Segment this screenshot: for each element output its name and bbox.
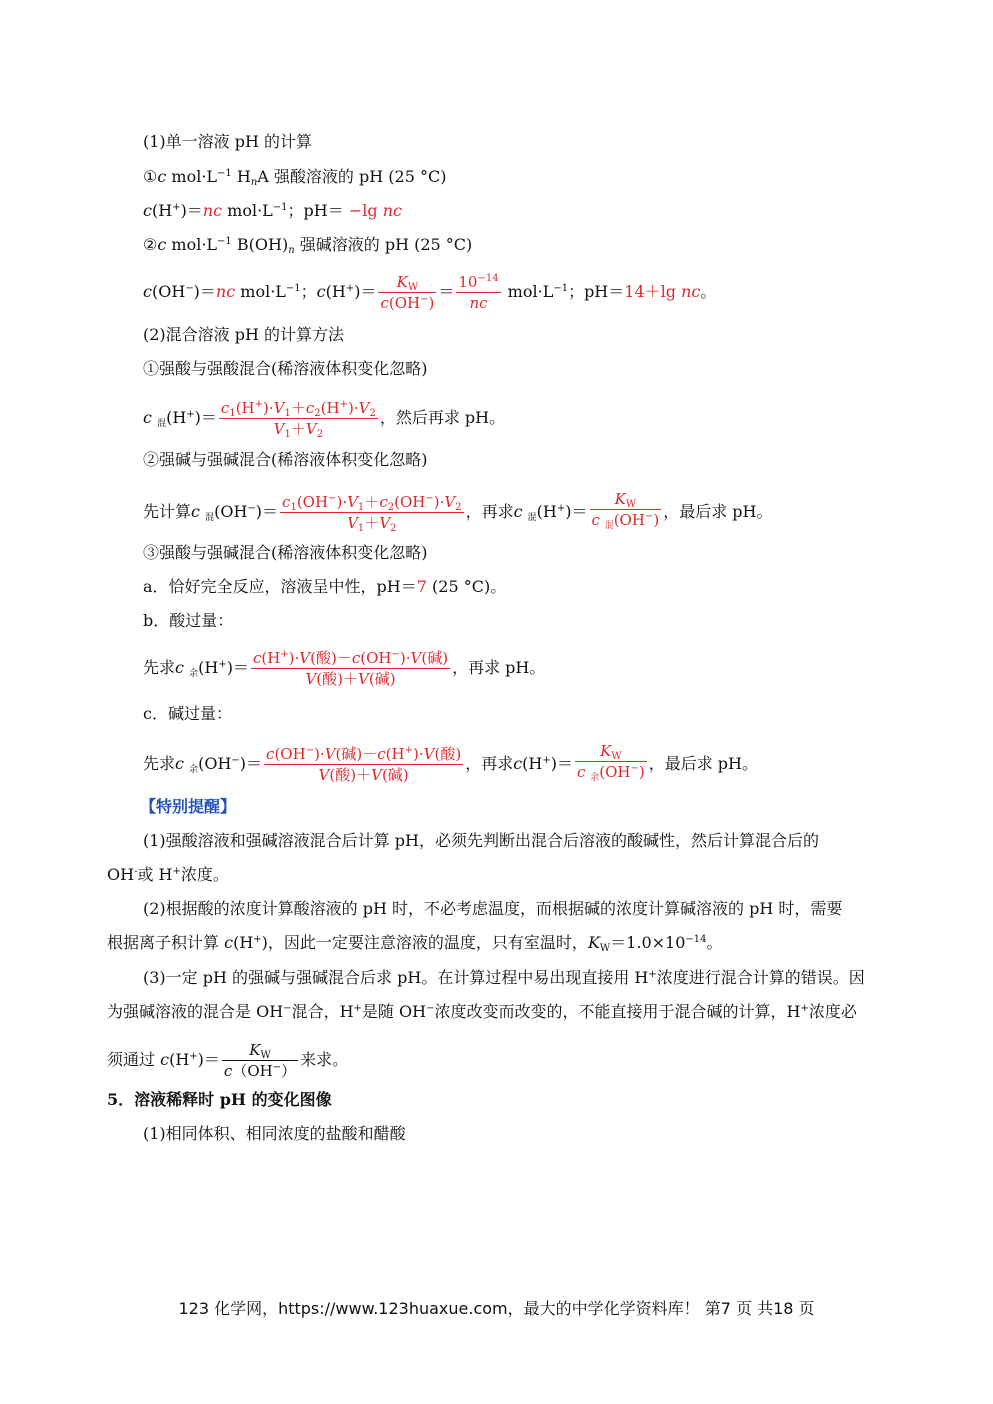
strong-acid-formula: c(H+)＝nc $mol\cdot L^{-1}$；pH＝ −lg nc [143, 201, 402, 220]
tip-2-line-b: 根据离子积计算 c(H+)，因此一定要注意溶液的温度，只有室温时，$K_W=1.0\times 10^{-14}$。 [107, 933, 723, 954]
base-base-formula: 先计算c 混(OH−)＝ $\frac{c_1(OH^-)\cdot V_1+c_2(OH^-)\cdot V_2}{V_1+V_2}$ ，再求c 混(H+)＝ $\frac{K_W}{c _混(OH^-)}$ ，最后求 pH。 [143, 490, 773, 534]
base-excess-title: c．碱过量： [143, 704, 232, 723]
acid-acid-title: ①强酸与强酸混合(稀溶液体积变化忽略) [143, 359, 428, 378]
special-tip-heading: 【特别提醒】 [140, 797, 237, 816]
acid-excess-title: b．酸过量： [143, 611, 234, 630]
tip-1-line-a: (1)强酸溶液和强碱溶液混合后计算 pH，必须先判断出混合后溶液的酸碱性，然后计算混合后的 [143, 831, 819, 850]
acid-excess-formula: 先求c 余(H+)＝ $\frac{c(H^+)\cdot V(酸)-c(OH^-)\cdot V(碱)}{\text{V(酸)＋V(碱)}}$ ，再求 pH。 [143, 649, 546, 688]
strong-acid-line: ①c $mol\cdot L^{-1}$ $H_nA$ 强酸溶液的 pH (25 °C) [143, 167, 447, 188]
neutral-line: a．恰好完全反应，溶液呈中性，pH＝7 (25 °C)。 [143, 577, 507, 596]
strong-base-formula: c(OH−)＝nc $mol\cdot L^{-1}$；c(H+)＝ $\frac{K_W}{c(OH^-)}$ ＝ $\frac{10^{-14}}{nc}$ $mol\cdot L^{-1}$；pH＝14＋lg nc。 [143, 273, 717, 312]
acid-acid-formula: c 混(H+)＝ $\frac{c_1(H^+)\cdot V_1+c_2(H^+)\cdot V_2}{V_1+V_2}$ ，然后再求 pH。 [143, 399, 506, 440]
tip-3-line-b: 为强碱溶液的混合是 OH−混合，H+是随 OH−浓度改变而改变的，不能直接用于混合碱的计算，H+浓度必 [107, 1002, 857, 1021]
base-base-title: ②强碱与强碱混合(稀溶液体积变化忽略) [143, 450, 428, 469]
tip-2-line-a: (2)根据酸的浓度计算酸溶液的 pH 时，不必考虑温度，而根据碱的浓度计算碱溶液的 pH 时，需要 [143, 899, 843, 918]
section-2-title: (2)混合溶液 pH 的计算方法 [143, 325, 345, 344]
tip-3-line-c: 须通过 c(H+)＝ $\frac{K_W}{c(OH^-)}$ 来求。 [107, 1041, 349, 1080]
base-excess-formula: 先求c 余(OH−)＝ $\frac{c(OH^-)\cdot V(碱)-c(H^+)\cdot V(酸)}{\text{V(酸)＋V(碱)}}$ ，再求c(H+)＝ $\frac{K_W}{c _余(OH^-)}$ ，最后求 pH。 [143, 742, 758, 784]
page-footer: 123 化学网，https://www.123huaxue.com，最大的中学化学资料库！ 第7 页 共18 页 [178, 1299, 815, 1318]
acid-base-title: ③强酸与强碱混合(稀溶液体积变化忽略) [143, 543, 428, 562]
section-1-title: (1)单一溶液 pH 的计算 [143, 132, 313, 151]
tip-3-line-a: (3)一定 pH 的强碱与强碱混合后求 pH。在计算过程中易出现直接用 H+浓度进行混合计算的错误。因 [143, 968, 865, 987]
section-5-title: 5．溶液稀释时 pH 的变化图像 [107, 1090, 332, 1109]
tip-1-line-b: OH-或 H+浓度。 [107, 865, 229, 884]
strong-base-line: ②c $mol\cdot L^{-1}$ $B(OH)_n$ 强碱溶液的 pH (25 °C) [143, 235, 473, 256]
section-5-sub: (1)相同体积、相同浓度的盐酸和醋酸 [143, 1124, 406, 1143]
